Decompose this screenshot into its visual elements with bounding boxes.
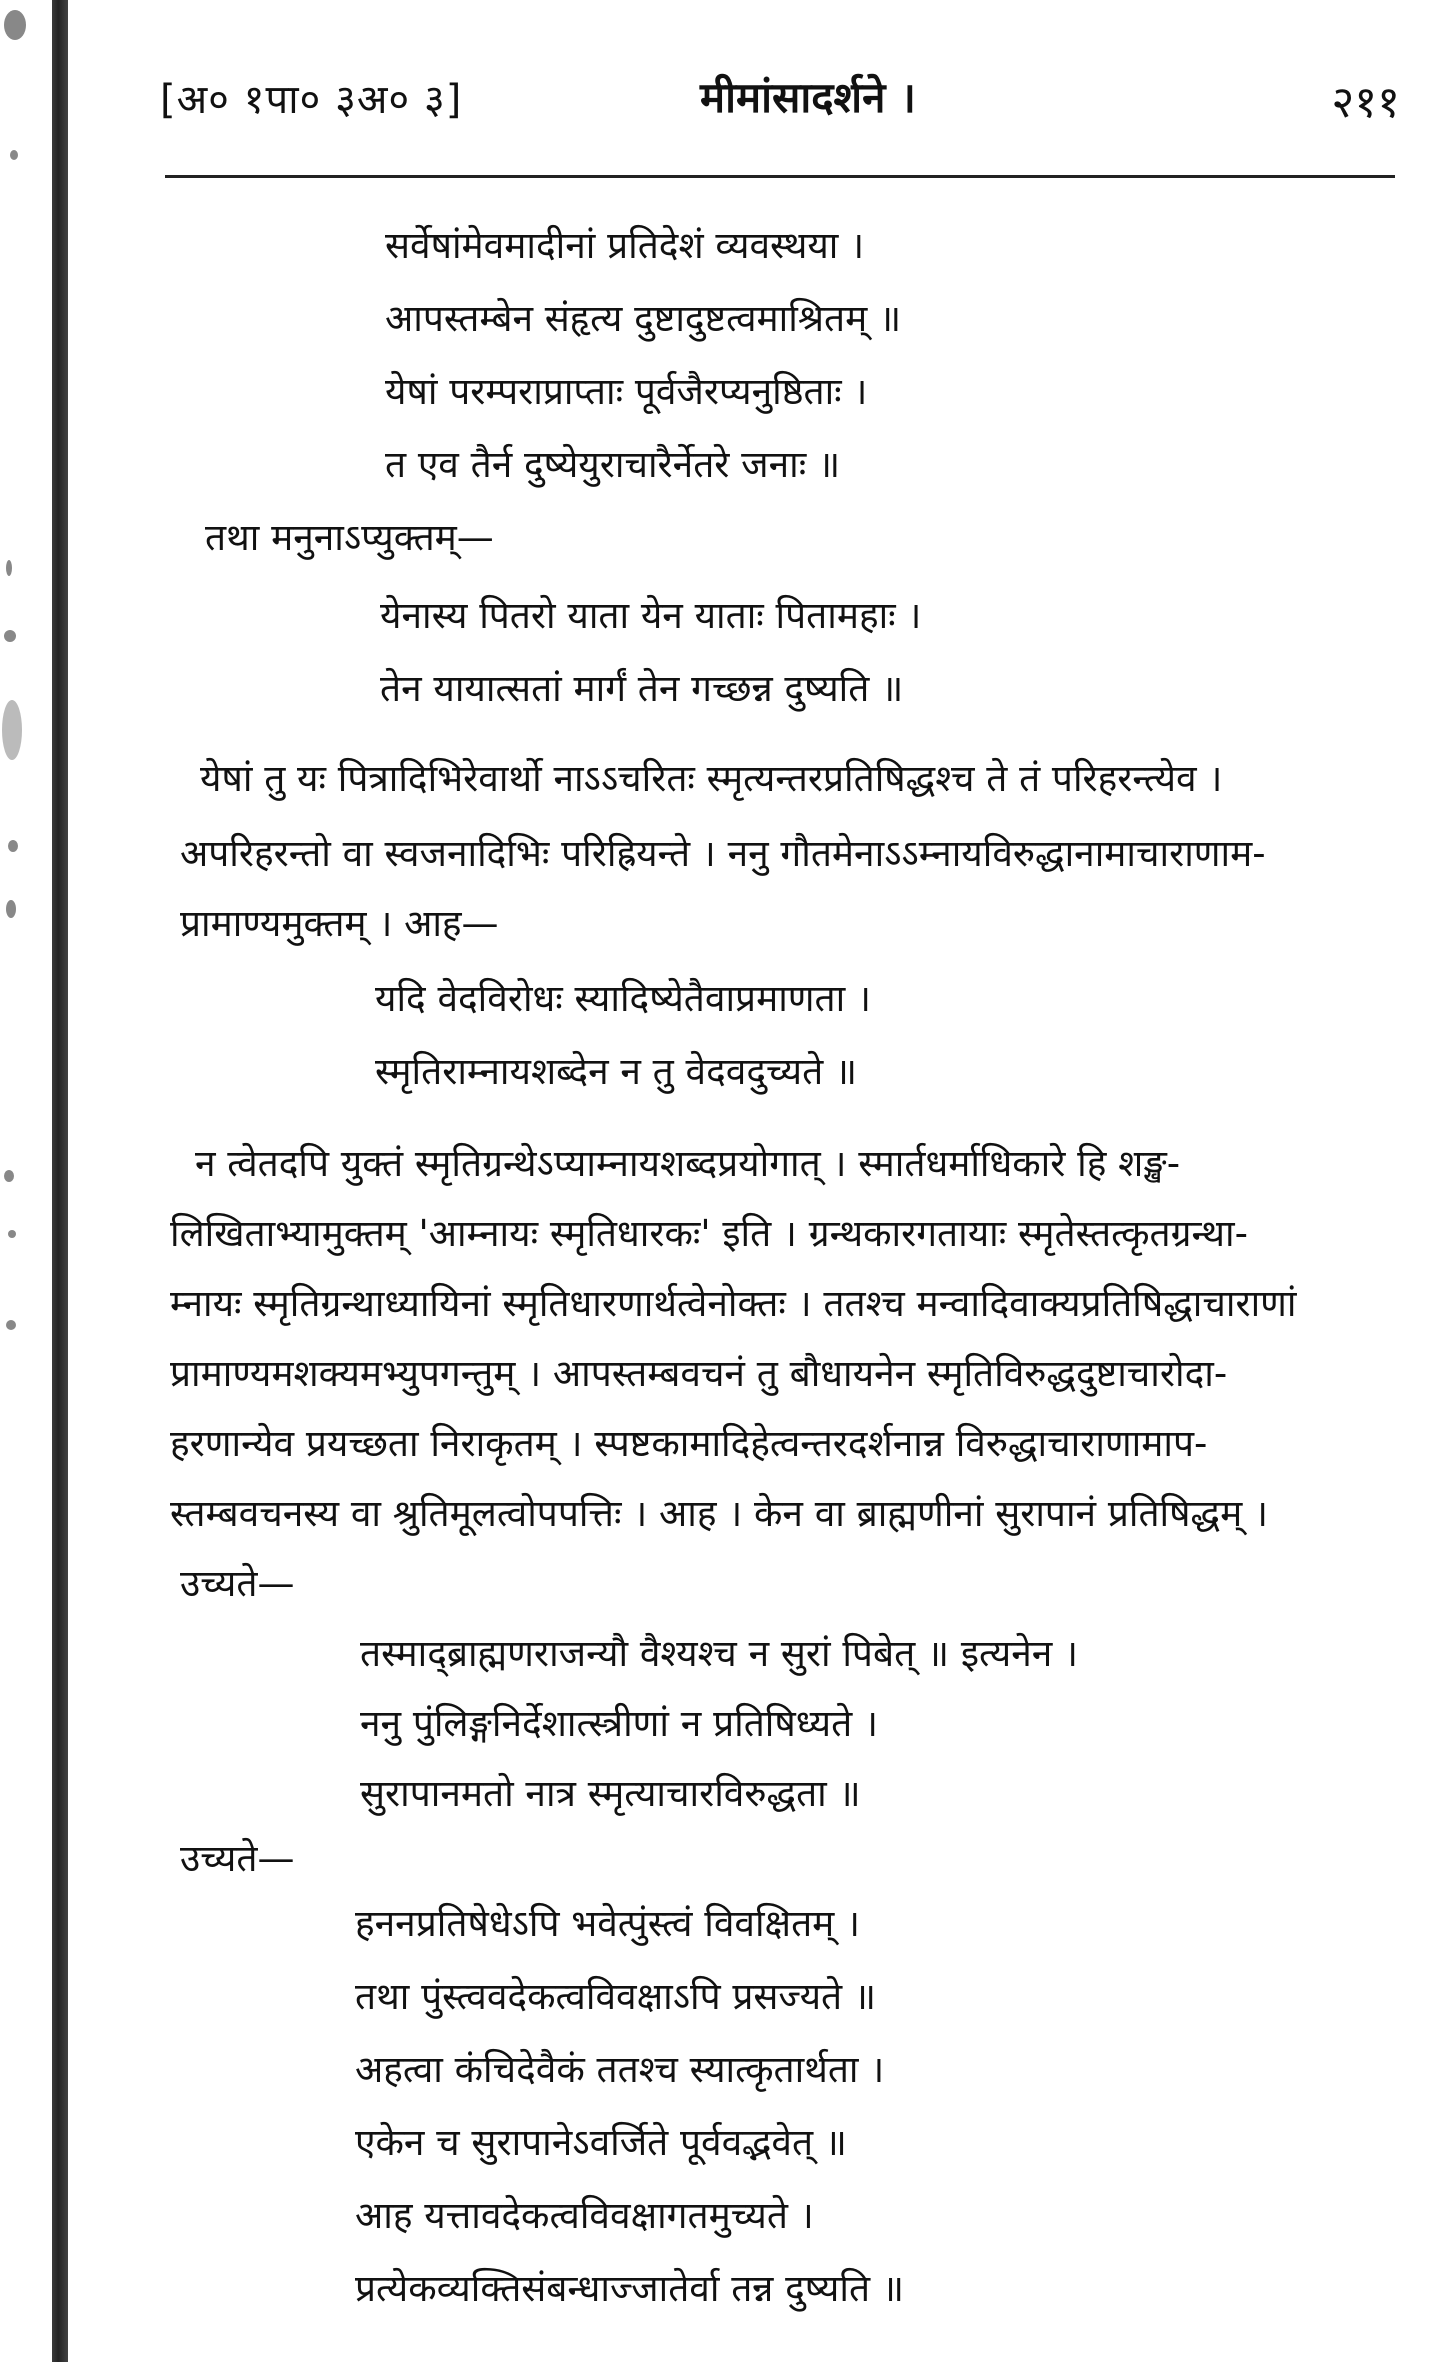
binding-edge <box>52 0 68 2362</box>
verse-line: येनास्य पितरो याता येन याताः पितामहाः । <box>380 594 922 637</box>
prose-line: प्रामाण्यमुक्तम् । आह— <box>180 902 499 945</box>
verse-line: तेन यायात्सतां मार्गं तेन गच्छन्न दुष्यति ॥ <box>380 667 904 710</box>
running-header <box>160 62 1400 142</box>
verse-line: प्रत्येकव्यक्तिसंबन्धाज्जातेर्वा तन्न दुष्यति ॥ <box>355 2267 904 2310</box>
chapter-reference: [अ० १पा० ३अ० ३] <box>160 77 463 123</box>
verse-line: सुरापानमतो नात्र स्मृत्याचारविरुद्धता ॥ <box>360 1772 861 1815</box>
prose-line: लिखिताभ्यामुक्तम् 'आम्नायः स्मृतिधारकः' इति । ग्रन्थकारगतायाः स्मृतेस्तत्कृतग्रन्था- <box>170 1212 1248 1255</box>
verse-line: हननप्रतिषेधेऽपि भवेत्पुंस्त्वं विवक्षितम् । <box>355 1902 861 1945</box>
label-line: उच्यते— <box>180 1562 295 1605</box>
page-number: २११ <box>1331 77 1400 128</box>
verse-line: सर्वेषांमेवमादीनां प्रतिदेशं व्यवस्थया । <box>385 224 865 267</box>
prose-line: न त्वेतदपि युक्तं स्मृतिग्रन्थेऽप्याम्नायशब्दप्रयोगात् । स्मार्तधर्माधिकारे हि शङ्ख- <box>195 1142 1181 1185</box>
verse-line: आपस्तम्बेन संहृत्य दुष्टादुष्टत्वमाश्रितम् ॥ <box>385 297 902 340</box>
header-rule <box>165 175 1395 178</box>
verse-line: अहत्वा कंचिदेवैकं ततश्च स्यात्कृतार्थता । <box>355 2048 885 2091</box>
prose-line: म्नायः स्मृतिग्रन्थाध्यायिनां स्मृतिधारणार्थत्वेनोक्तः । ततश्च मन्वादिवाक्यप्रतिषिद्धाचाराणां <box>170 1282 1297 1325</box>
verse-line: एकेन च सुरापानेऽवर्जिते पूर्ववद्भवेत् ॥ <box>355 2121 847 2164</box>
prose-line: स्तम्बवचनस्य वा श्रुतिमूलत्वोपपत्तिः । आह । केन वा ब्राह्मणीनां सुरापानं प्रतिषिद्धम् । <box>170 1492 1268 1535</box>
verse-line: स्मृतिराम्नायशब्देन न तु वेदवदुच्यते ॥ <box>375 1050 858 1093</box>
scan-edge-noise <box>0 0 40 2362</box>
prose-line: अपरिहरन्तो वा स्वजनादिभिः परिह्रियन्ते । ननु गौतमेनाऽऽम्नायविरुद्धानामाचाराणाम- <box>180 832 1266 875</box>
verse-line: ननु पुंलिङ्गनिर्देशात्स्त्रीणां न प्रतिषिध्यते । <box>360 1702 879 1745</box>
verse-line: यदि वेदविरोधः स्यादिष्येतैवाप्रमाणता । <box>375 977 872 1020</box>
prose-line: प्रामाण्यमशक्यमभ्युपगन्तुम् । आपस्तम्बवचनं तु बौधायनेन स्मृतिविरुद्धदुष्टाचारोदा- <box>170 1352 1228 1395</box>
verse-line: त एव तैर्न दुष्येयुराचारैर्नेतरे जनाः ॥ <box>385 443 841 486</box>
intro-line: तथा मनुनाऽप्युक्तम्— <box>205 516 494 559</box>
verse-line: तथा पुंस्त्ववदेकत्वविवक्षाऽपि प्रसज्यते ॥ <box>355 1975 877 2018</box>
prose-line: येषां तु यः पित्रादिभिरेवार्थो नाऽऽचरितः स्मृत्यन्तरप्रतिषिद्धश्च ते तं परिहरन्त्येव । <box>200 757 1223 800</box>
verse-line: तस्माद्ब्राह्मणराजन्यौ वैश्यश्च न सुरां पिबेत् ॥ इत्यनेन । <box>360 1632 1079 1675</box>
label-line: उच्यते— <box>180 1837 295 1880</box>
verse-line: येषां परम्पराप्राप्ताः पूर्वजैरप्यनुष्ठिताः । <box>385 370 868 413</box>
book-title: मीमांसादर्शने । <box>700 73 916 122</box>
prose-line: हरणान्येव प्रयच्छता निराकृतम् । स्पष्टकामादिहेत्वन्तरदर्शनान्न विरुद्धाचाराणामाप- <box>170 1422 1208 1465</box>
verse-line: आह यत्तावदेकत्वविवक्षागतमुच्यते । <box>355 2194 814 2237</box>
